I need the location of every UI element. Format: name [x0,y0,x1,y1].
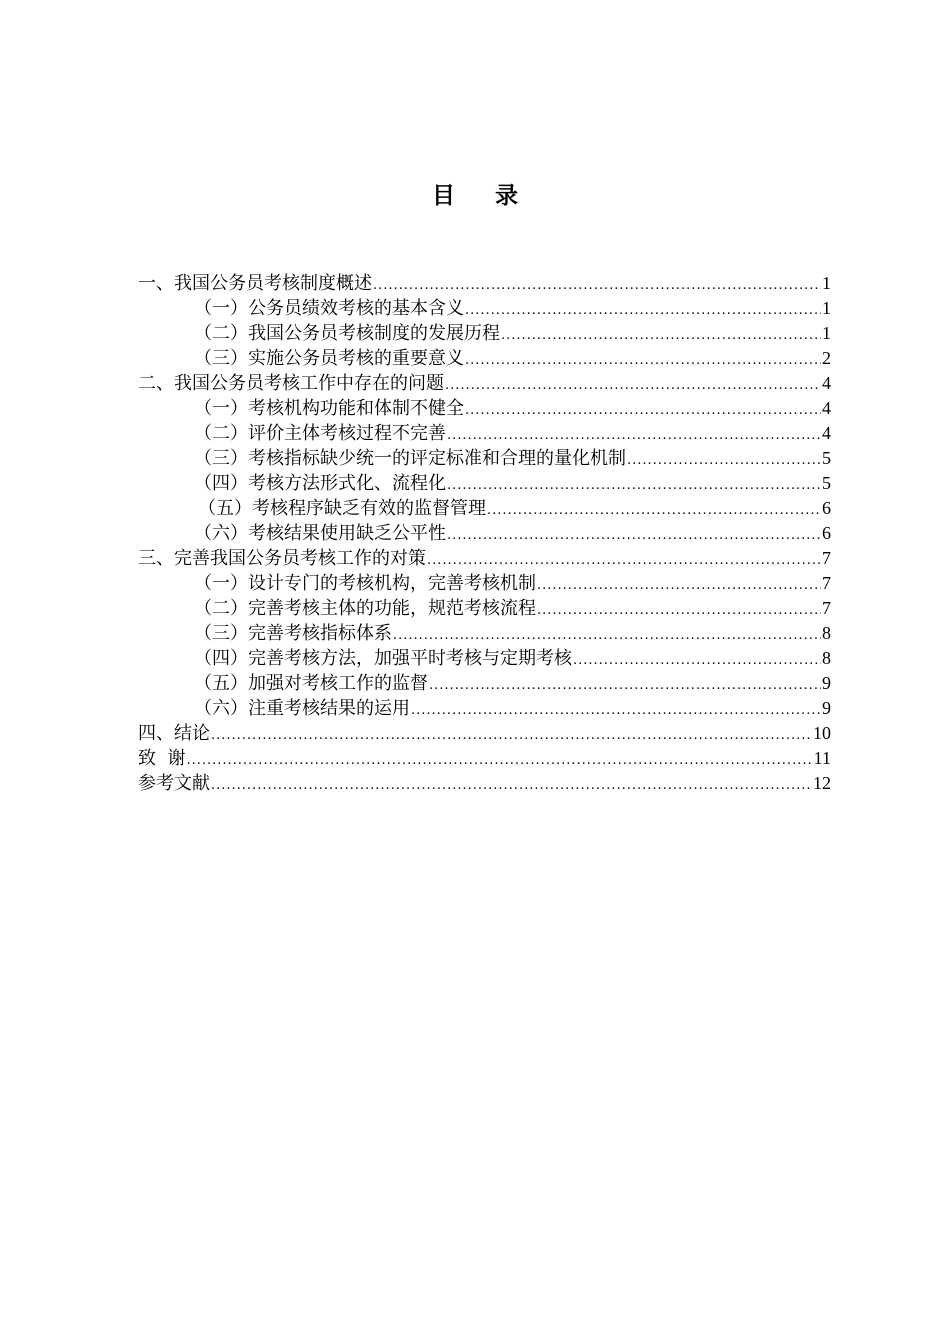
table-of-contents [138,271,831,796]
toc-page-number: 2 [822,348,831,368]
toc-entry-text: （一）设计专门的考核机构，完善考核机制 [194,573,536,594]
toc-page-number: 4 [822,398,831,418]
toc-page-number: 8 [822,648,831,668]
toc-entry-text: 四、结论 [138,723,210,744]
toc-dot-leader [487,498,821,523]
toc-entry-text: 三、完善我国公务员考核工作的对策 [138,548,426,569]
toc-entry-text: （二）评价主体考核过程不完善 [194,423,446,444]
toc-entry[interactable] [138,646,831,671]
toc-dot-leader [465,298,821,323]
toc-page-number: 1 [822,273,831,293]
toc-entry[interactable] [138,446,831,471]
toc-entry[interactable] [138,621,831,646]
toc-dot-leader [211,773,812,798]
toc-entry[interactable] [138,671,831,696]
toc-page-number: 8 [822,623,831,643]
toc-dot-leader [447,473,821,498]
toc-entry-text: 一、我国公务员考核制度概述 [138,273,372,294]
toc-entry[interactable] [138,396,831,421]
toc-page-number: 7 [822,548,831,568]
toc-entry[interactable] [138,371,831,396]
toc-page-number: 4 [822,373,831,393]
toc-entry-text: （四）完善考核方法，加强平时考核与定期考核 [194,648,572,669]
toc-page-number: 1 [822,298,831,318]
toc-entry-text: （五）考核程序缺乏有效的监督管理 [198,498,486,519]
toc-entry-text: 致 谢 [138,748,186,769]
toc-dot-leader [429,673,821,698]
toc-page-number: 9 [822,673,831,693]
toc-entry[interactable] [138,346,831,371]
toc-entry[interactable] [138,296,831,321]
toc-dot-leader [627,448,821,473]
toc-page-number: 9 [822,698,831,718]
toc-entry-text: （三）实施公务员考核的重要意义 [194,348,464,369]
page-title [0,180,950,212]
toc-page-number: 5 [822,473,831,493]
toc-dot-leader [537,598,821,623]
toc-entry[interactable] [138,471,831,496]
toc-entry-text: （三）完善考核指标体系 [194,623,392,644]
toc-dot-leader [573,648,821,673]
toc-dot-leader [411,698,821,723]
toc-entry-text: （六）考核结果使用缺乏公平性 [194,523,446,544]
toc-dot-leader [537,573,821,598]
toc-entry-text: （五）加强对考核工作的监督 [194,673,428,694]
toc-entry[interactable] [138,421,831,446]
toc-entry[interactable] [138,521,831,546]
toc-page-number: 7 [822,573,831,593]
toc-entry-text: （一）考核机构功能和体制不健全 [194,398,464,419]
toc-dot-leader [373,273,821,298]
toc-page-number: 6 [822,523,831,543]
toc-page-number: 7 [822,598,831,618]
toc-entry[interactable] [138,746,831,771]
toc-entry-text: 二、我国公务员考核工作中存在的问题 [138,373,444,394]
toc-page-number: 12 [813,773,831,793]
toc-page-number: 5 [822,448,831,468]
toc-entry-text: 参考文献 [138,773,210,794]
toc-dot-leader [501,323,821,348]
toc-dot-leader [447,523,821,548]
toc-entry[interactable] [138,571,831,596]
title-char-2: 录 [495,183,518,209]
toc-dot-leader [465,398,821,423]
toc-entry[interactable] [138,271,831,296]
toc-dot-leader [445,373,821,398]
toc-page-number: 10 [813,723,831,743]
toc-entry-text: （四）考核方法形式化、流程化 [194,473,446,494]
toc-dot-leader [186,748,812,773]
toc-entry[interactable] [138,721,831,746]
toc-entry-text: （三）考核指标缺少统一的评定标准和合理的量化机制 [194,448,626,469]
toc-dot-leader [447,423,821,448]
toc-page-number: 6 [822,498,831,518]
toc-entry[interactable] [138,496,831,521]
toc-entry-text: （一）公务员绩效考核的基本含义 [194,298,464,319]
toc-entry-text: （六）注重考核结果的运用 [194,698,410,719]
toc-page-number: 1 [822,323,831,343]
toc-dot-leader [427,548,821,573]
toc-entry[interactable] [138,321,831,346]
toc-dot-leader [393,623,821,648]
toc-page-number: 11 [813,748,831,768]
toc-entry-text: （二）完善考核主体的功能，规范考核流程 [194,598,536,619]
toc-dot-leader [465,348,821,373]
toc-entry-text: （二）我国公务员考核制度的发展历程 [194,323,500,344]
toc-entry[interactable] [138,596,831,621]
toc-entry[interactable] [138,546,831,571]
title-char-1: 目 [432,183,455,209]
toc-page-number: 4 [822,423,831,443]
toc-entry[interactable] [138,696,831,721]
toc-dot-leader [211,723,812,748]
toc-entry[interactable] [138,771,831,796]
